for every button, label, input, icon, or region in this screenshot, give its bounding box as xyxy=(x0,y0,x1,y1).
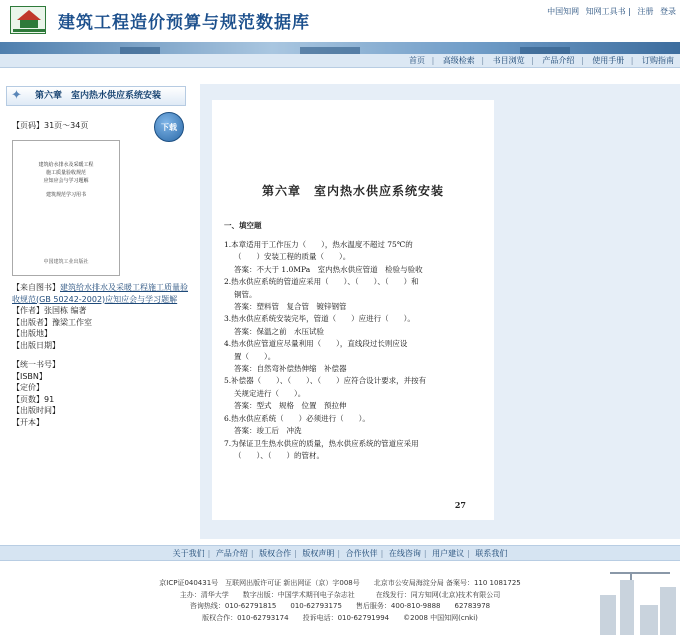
cover-line: 建筑给水排水及采暖工程 xyxy=(38,162,94,168)
page-number: 27 xyxy=(454,500,466,510)
question-line: 答案：型式 规格 位置 预拉伸 xyxy=(234,401,347,411)
site-header xyxy=(0,0,680,42)
pages-label: 【页码】 xyxy=(12,121,44,130)
footer-info-line: 咨询热线：010-62791815 010-62793175 售后服务：400-810-9888 62783978 xyxy=(189,602,491,610)
site-logo[interactable] xyxy=(10,6,46,34)
meta-price: 【定价】 xyxy=(12,383,44,392)
footer-info-line: 京ICP证040431号 互联网出版许可证 新出网证（京）字008号 北京市公安局海淀分局 备案号：110 1081725 xyxy=(159,579,521,587)
top-links xyxy=(543,6,676,17)
question-line: 4.热水供应管道应尽量利用（ ），直线段过长则应设 xyxy=(224,339,408,349)
question-line: （ ）、（ ）的管材。 xyxy=(234,450,324,460)
meta-pagecount: 【页数】91 xyxy=(12,394,55,404)
document-page xyxy=(212,100,494,520)
nav-manual[interactable]: 使用手册 xyxy=(592,56,625,65)
question-line: 1.本章适用于工作压力（ ），热水温度不超过 75℃的 xyxy=(224,240,413,249)
question-line: 3.热水供应系统安装完毕，管道（ ）应进行（ ）。 xyxy=(224,314,415,324)
site-title: 建筑工程造价预算与规范数据库 xyxy=(58,13,310,33)
document-title: 第六章 室内热水供应系统安装 xyxy=(261,184,444,198)
footer-info-line: 版权合作：010-62793174 投诉电话：010-62791994 ©2008 中国知网(cnki) xyxy=(202,613,478,622)
meta-pubtime: 【出版时间】 xyxy=(12,406,60,415)
footer-info xyxy=(0,562,680,635)
nav-home[interactable]: 首页 xyxy=(409,56,426,65)
nav-products[interactable]: 产品介绍 xyxy=(542,56,575,65)
sidebar xyxy=(0,84,190,539)
cover-line: 应知应会与学习题解 xyxy=(43,178,89,184)
main-nav: 首页 | 高级检索 | 书目浏览 | 产品介绍 | 使用手册 | 订购指南 xyxy=(0,54,680,68)
question-line: 7.为保证卫生热水供应的质量，热水供应系统的管道应采用 xyxy=(224,438,419,448)
top-link-tools[interactable]: 知网工具书 xyxy=(585,7,626,16)
meta-source: 【来自图书】建筑给水排水及采暖工程施工质量验收规范(GB 50242-2002)应知应会与学习题解 xyxy=(12,283,188,304)
top-sep: | xyxy=(628,7,631,16)
question-line: 答案：保温之前 水压试验 xyxy=(234,326,324,336)
question-line: 铜管。 xyxy=(234,289,257,299)
footer-link-feedback[interactable]: 用户建议 xyxy=(432,549,465,558)
meta-date: 【出版日期】 xyxy=(12,340,60,350)
header-banner-band xyxy=(0,42,680,54)
question-line: （ ）安装工程的质量（ ）。 xyxy=(234,252,351,262)
meta-format: 【开本】 xyxy=(12,417,44,427)
question-line: 答案：塑料管 复合管 镀锌钢管 xyxy=(234,302,347,312)
book-cover[interactable] xyxy=(12,140,120,276)
pages-value: 31页～34页 xyxy=(44,121,89,130)
footer-link-products[interactable]: 产品介绍 xyxy=(215,549,248,558)
meta-isbn: 【ISBN】 xyxy=(12,371,47,381)
nav-browse[interactable]: 书目浏览 xyxy=(492,56,525,65)
question-line: 2.热水供应系统的管道应采用（ ）、（ ）、（ ）和 xyxy=(224,277,419,287)
question-line: 置（ ）。 xyxy=(234,351,276,361)
question-line: 关规定进行（ ）。 xyxy=(234,388,306,398)
meta-publisher: 【出版者】豫梁工作室 xyxy=(12,317,92,327)
download-button[interactable]: 下载 xyxy=(154,112,184,142)
top-link-cnki[interactable]: 中国知网 xyxy=(547,7,580,16)
footer-links: 关于我们 | 产品介绍 | 版权合作 | 版权声明 | 合作伙伴 | 在线咨询 | 用户建议 | 联系我们 xyxy=(0,545,680,561)
footer-link-partners[interactable]: 合作伙伴 xyxy=(345,549,378,558)
footer-link-consult[interactable]: 在线咨询 xyxy=(388,549,421,558)
meta-author: 【作者】张国栋 编著 xyxy=(12,306,87,315)
meta-isbn-group: 【统一书号】 xyxy=(12,360,60,369)
document-viewer[interactable] xyxy=(200,84,680,539)
cover-publisher: 中国建筑工业出版社 xyxy=(43,259,89,265)
question-line: 6.热水供应系统（ ）必须进行（ ）。 xyxy=(224,413,370,423)
top-link-register[interactable]: 注册 xyxy=(637,7,654,16)
document-section: 一、填空题 xyxy=(224,221,262,230)
sparkle-icon: ✦ xyxy=(11,88,22,103)
question-line: 答案：自然弯补偿热伸缩 补偿器 xyxy=(234,364,347,374)
page-range xyxy=(12,120,88,131)
footer-link-copyright[interactable]: 版权声明 xyxy=(302,549,335,558)
question-line: 答案：竣工后 冲洗 xyxy=(234,426,302,436)
source-book-link[interactable]: 建筑给水排水及采暖工程施工质量验收规范(GB 50242-2002)应知应会与学习题解 xyxy=(12,283,188,304)
footer-link-contact[interactable]: 联系我们 xyxy=(475,549,508,558)
nav-order[interactable]: 订购指南 xyxy=(642,56,674,65)
footer-link-copyright-coop[interactable]: 版权合作 xyxy=(259,549,292,558)
cover-line: 建筑规范学习用书 xyxy=(45,192,86,198)
nav-advanced-search[interactable]: 高级检索 xyxy=(442,56,475,65)
question-list xyxy=(224,239,492,462)
question-line: 5.补偿器（ ）、（ ）、（ ）应符合设计要求，并按有 xyxy=(224,376,427,386)
footer-info-line: 主办：清华大学 数字出版：中国学术期刊电子杂志社 在线发行：同方知网(北京)技术有限公司 xyxy=(179,590,501,599)
chapter-title: 第六章 室内热水供应系统安装 xyxy=(35,91,162,101)
footer-link-about[interactable]: 关于我们 xyxy=(172,549,205,558)
cover-line: 施工质量验收规范 xyxy=(45,170,86,176)
chapter-heading xyxy=(6,86,186,106)
question-line: 答案：不大于 1.0MPa 室内热水供应管道 检验与验收 xyxy=(234,264,423,274)
top-link-login[interactable]: 登录 xyxy=(660,7,676,16)
book-metadata xyxy=(12,282,188,428)
meta-place: 【出版地】 xyxy=(12,329,52,338)
